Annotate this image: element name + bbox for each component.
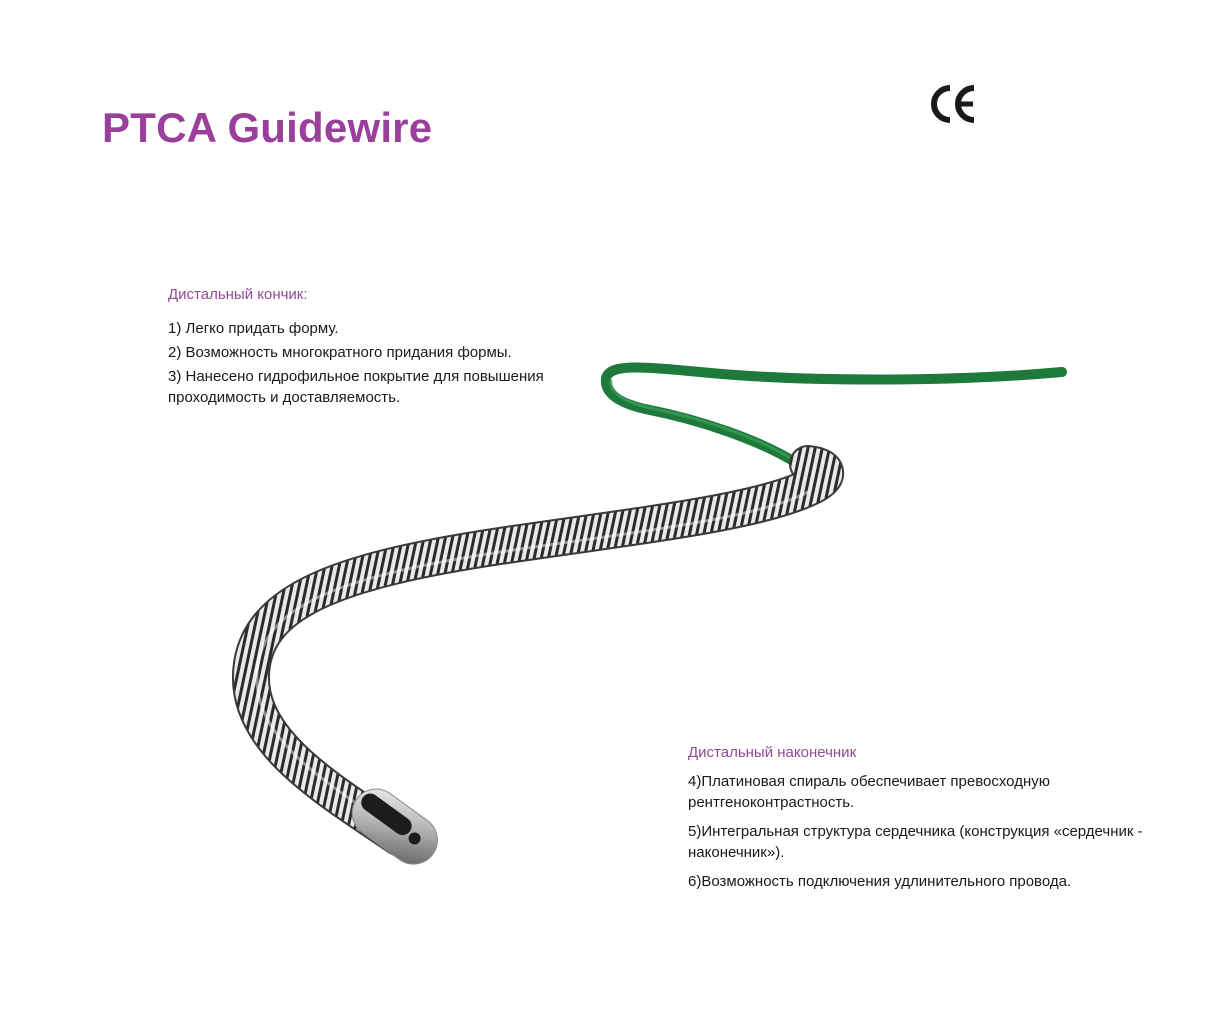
distal-end-block xyxy=(688,744,1158,892)
distal-tip-item-3: 3) Нанесено гидрофильное покрытие для повышения проходимость и доставляемость. xyxy=(168,368,544,406)
distal-tip-heading: Дистальный кончик: xyxy=(168,286,308,303)
distal-tip-item-1: 1) Легко придать форму. xyxy=(168,320,339,337)
page-title: PTCA Guidewire xyxy=(102,104,433,151)
distal-end-item-5: 5)Интегральная структура сердечника (конструкция «сердечник - наконечник»). xyxy=(688,823,1143,861)
distal-end-item-4: 4)Платиновая спираль обеспечивает превосходную рентгеноконтрастность. xyxy=(688,773,1050,811)
distal-tip-item-2: 2) Возможность многократного придания формы. xyxy=(168,344,512,361)
distal-end-item-6: 6)Возможность подключения удлинительного провода. xyxy=(688,873,1072,890)
hydrophilic-coating xyxy=(606,367,1062,464)
distal-tip-block xyxy=(168,286,608,408)
distal-end-heading: Дистальный наконечник xyxy=(688,744,857,761)
